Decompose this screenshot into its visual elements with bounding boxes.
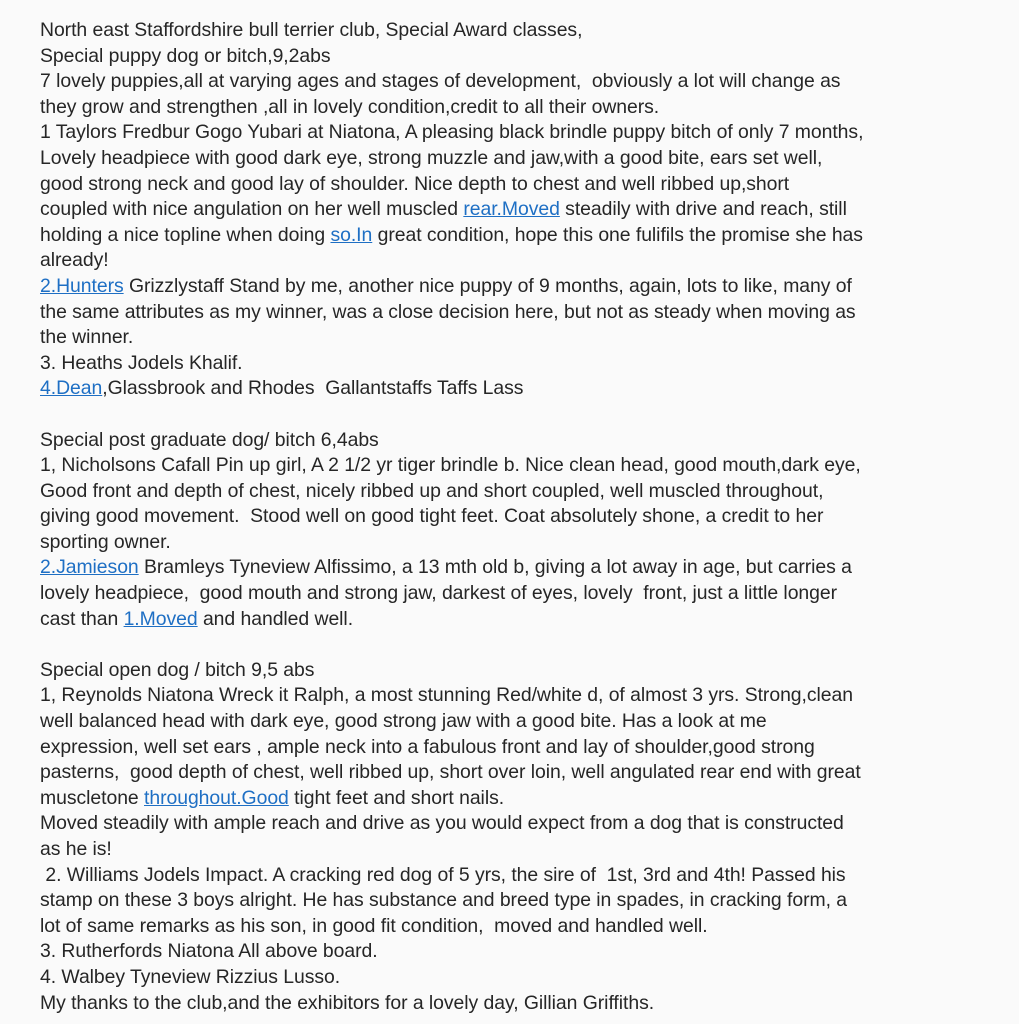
text-segment: holding a nice topline when doing xyxy=(40,223,331,246)
open-second-line: stamp on these 3 boys alright. He has substance and breed type in spades, in cracking form, a xyxy=(40,889,847,912)
postgrad-second-line xyxy=(40,555,1000,581)
puppy-second-line xyxy=(40,274,1000,300)
open-first-line: as he is! xyxy=(40,838,112,860)
paragraph-gap xyxy=(40,632,1000,658)
open-first-line: Moved steadily with ample reach and drive as you would expect from a dog that is constructed xyxy=(40,812,844,835)
puppy-intro-line: 7 lovely puppies,all at varying ages and stages of development, obviously a lot will change as xyxy=(40,70,841,93)
puppy-first-line: already! xyxy=(40,249,109,272)
club-title: North east Staffordshire bull terrier club, Special Award classes, xyxy=(40,19,583,41)
closing-line: My thanks to the club,and the exhibitors for a lovely day, Gillian Griffiths. xyxy=(40,991,655,1014)
text-segment: Grizzlystaff Stand by me, another nice puppy of 9 months, again, lots to like, many of xyxy=(123,274,852,297)
puppy-first-line: 1 Taylors Fredbur Gogo Yubari at Niatona, A pleasing black brindle puppy bitch of only 7 months, xyxy=(40,121,864,144)
postgrad-first-line: 1, Nicholsons Cafall Pin up girl, A 2 1/2 yr tiger brindle b. Nice clean head, good mouth,dark eye, xyxy=(40,454,861,477)
open-class-heading: Special open dog / bitch 9,5 abs xyxy=(40,658,315,681)
hunters-link[interactable]: 2.Hunters xyxy=(40,274,124,297)
text-segment: cast than xyxy=(40,607,124,630)
open-second-line: 2. Williams Jodels Impact. A cracking red dog of 5 yrs, the sire of 1st, 3rd and 4th! Passed his xyxy=(40,863,846,886)
rear-moved-link[interactable]: rear.Moved xyxy=(463,198,560,221)
paragraph-gap xyxy=(40,402,1000,428)
puppy-third-line: 3. Heaths Jodels Khalif. xyxy=(40,351,243,374)
text-segment: Bramleys Tyneview Alfissimo, a 13 mth old b, giving a lot away in age, but carries a xyxy=(138,556,852,579)
open-first-line xyxy=(40,786,1000,812)
open-second-line: lot of same remarks as his son, in good fit condition, moved and handled well. xyxy=(40,914,708,937)
open-first-line: expression, well set ears , ample neck into a fabulous front and lay of shoulder,good strong xyxy=(40,735,815,758)
one-moved-link[interactable]: 1.Moved xyxy=(123,607,198,630)
text-segment: tight feet and short nails. xyxy=(288,786,505,809)
puppy-class-heading: Special puppy dog or bitch,9,2abs xyxy=(40,44,331,67)
open-fourth-line: 4. Walbey Tyneview Rizzius Lusso. xyxy=(40,965,341,988)
puppy-intro-line: they grow and strengthen ,all in lovely condition,credit to all their owners. xyxy=(40,95,660,118)
puppy-second-line: the winner. xyxy=(40,326,134,349)
text-segment: muscletone xyxy=(40,786,144,809)
puppy-second-line: the same attributes as my winner, was a close decision here, but not as steady when moving as xyxy=(40,300,856,323)
text-segment: and handled well. xyxy=(197,607,354,630)
postgrad-class-heading: Special post graduate dog/ bitch 6,4abs xyxy=(40,428,379,451)
postgrad-first-line: giving good movement. Stood well on good tight feet. Coat absolutely shone, a credit to her xyxy=(40,505,824,528)
puppy-first-line: good strong neck and good lay of shoulder. Nice depth to chest and well ribbed up,short xyxy=(40,172,790,195)
puppy-first-line: Lovely headpiece with good dark eye, strong muzzle and jaw,with a good bite, ears set well, xyxy=(40,146,823,169)
text-segment: ,Glassbrook and Rhodes Gallantstaffs Taffs Lass xyxy=(102,377,524,400)
puppy-fourth-line xyxy=(40,376,1000,402)
throughout-good-link[interactable]: throughout.Good xyxy=(144,786,289,809)
open-first-line: 1, Reynolds Niatona Wreck it Ralph, a most stunning Red/white d, of almost 3 yrs. Strong,clean xyxy=(40,684,853,707)
dean-link[interactable]: 4.Dean xyxy=(40,377,103,400)
so-in-link[interactable]: so.In xyxy=(330,223,373,246)
postgrad-first-line: sporting owner. xyxy=(40,530,171,553)
puppy-first-line xyxy=(40,197,1000,223)
postgrad-second-line: lovely headpiece, good mouth and strong jaw, darkest of eyes, lovely front, just a little longer xyxy=(40,582,838,605)
text-segment: coupled with nice angulation on her well muscled xyxy=(40,198,464,221)
jamieson-link[interactable]: 2.Jamieson xyxy=(40,556,139,579)
text-segment: steadily with drive and reach, still xyxy=(559,198,847,221)
text-segment: great condition, hope this one fulifils the promise she has xyxy=(372,223,863,246)
postgrad-second-line xyxy=(40,607,1000,633)
puppy-first-line xyxy=(40,223,1000,249)
open-first-line: pasterns, good depth of chest, well ribbed up, short over loin, well angulated rear end with great xyxy=(40,761,861,784)
postgrad-first-line: Good front and depth of chest, nicely ribbed up and short coupled, well muscled throughout, xyxy=(40,479,824,502)
open-third-line: 3. Rutherfords Niatona All above board. xyxy=(40,940,378,963)
open-first-line: well balanced head with dark eye, good strong jaw with a good bite. Has a look at me xyxy=(40,710,767,733)
critique-document xyxy=(40,18,1000,1016)
